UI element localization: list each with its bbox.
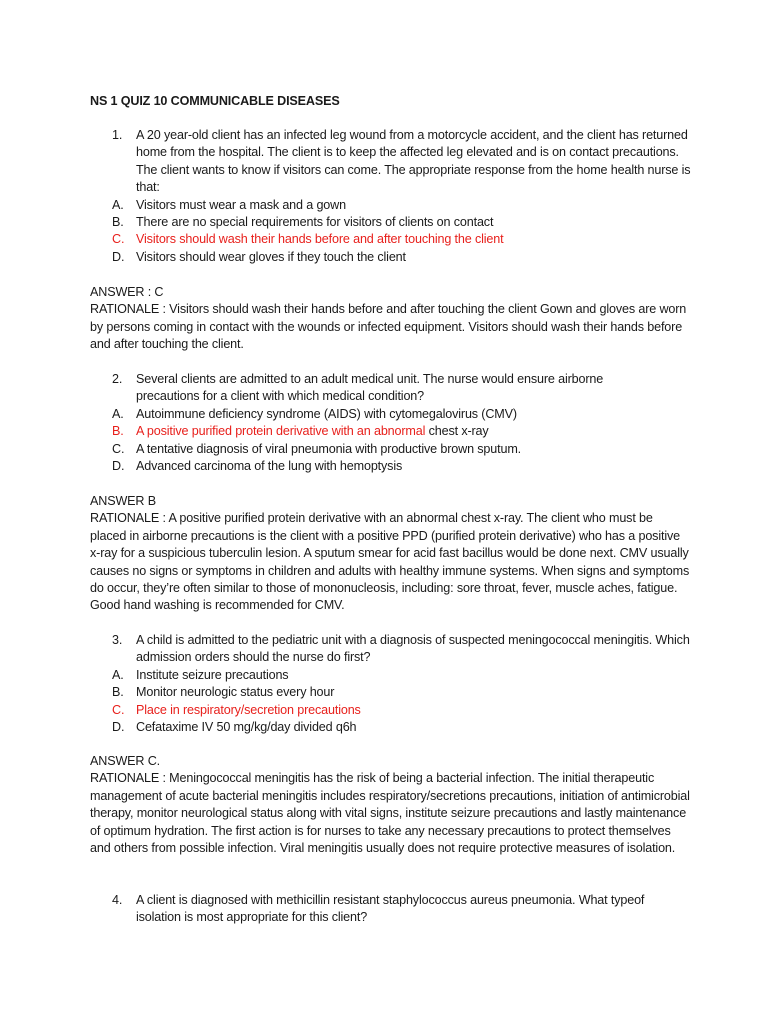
question-1 [90,127,690,266]
rationale-text: RATIONALE : Meningococcal meningitis has the risk of being a bacterial infection. The initial therapeutic management of acute bacterial meningitis includes respiratory/secretions precautions, initiation of antimicrobial therapy, monitor neurological status along with vital signs, institute seizure precautions and lastly maintenance of optimum hydration. The first action is for nurses to take any necessary precautions to protect themselves and others from possible infection. Viral meningitis usually does not require protective measures of isolation. [90,771,690,856]
answer-block-3 [90,753,690,857]
answer-label: ANSWER : C [90,285,164,299]
question-3 [90,632,690,736]
option-a: A. Institute seizure precautions [112,667,289,682]
question-text: A client is diagnosed with methicillin resistant staphylococcus aureus pneumonia. What typeof isolation is most appropriate for this client? [136,893,645,925]
document-title: NS 1 QUIZ 10 COMMUNICABLE DISEASES [90,94,340,108]
question-text: Several clients are admitted to an adult medical unit. The nurse would ensure airborne precautions for a client with which medical condition? [136,372,604,404]
rationale-text: RATIONALE : A positive purified protein derivative with an abnormal chest x-ray. The client who must be placed in airborne precautions is the client with a positive PPD (purified protein derivative) who has a positive x-ray for a suspicious tuberculin lesion. A sputum smear for acid fast bacillus would be done next. CMV usually causes no signs or symptoms in children and adults with healthy immune systems. When signs and symptoms do occur, they’re often similar to those of mononucleosis, including: sore throat, fever, muscle aches, fatigue. Good hand washing is recommended for CMV. [90,511,690,613]
option-d: D. Advanced carcinoma of the lung with hemoptysis [112,459,403,474]
answer-label: ANSWER B [90,494,156,508]
question-4 [90,892,690,927]
answer-label: ANSWER C. [90,754,161,768]
question-number: 1. [112,128,123,142]
question-number: 4. [112,893,123,907]
option-c: C. A tentative diagnosis of viral pneumonia with productive brown sputum. [112,441,522,456]
option-b: B. There are no special requirements for visitors of clients on contact [112,215,494,230]
option-c-correct: C. Visitors should wash their hands before and after touching the client [112,232,504,247]
question-number: 3. [112,633,123,647]
question-2 [90,371,690,475]
option-d: D. Cefataxime IV 50 mg/kg/day divided q6h [112,720,357,735]
question-number: 2. [112,372,123,386]
rationale-text: RATIONALE : Visitors should wash their hands before and after touching the client Gown and gloves are worn by persons coming in contact with the wounds or infected equipment. Visitors should wash their hands before and after touching the client. [90,302,687,352]
option-a: A. Visitors must wear a mask and a gown [112,197,346,212]
answer-block-1 [90,284,690,354]
option-a: A. Autoimmune deficiency syndrome (AIDS) with cytomegalovirus (CMV) [112,406,517,421]
option-b-correct: B. A positive purified protein derivative with an abnormal chest x-ray [112,424,489,439]
option-b: B. Monitor neurologic status every hour [112,685,335,700]
question-text: A child is admitted to the pediatric unit with a diagnosis of suspected meningococcal meningitis. Which admission orders should the nurse do first? [136,633,690,665]
answer-block-2 [90,493,690,615]
option-c-correct: C. Place in respiratory/secretion precautions [112,702,361,717]
option-d: D. Visitors should wear gloves if they touch the client [112,249,406,264]
question-text: A 20 year-old client has an infected leg wound from a motorcycle accident, and the client has returned home from the hospital. The client is to keep the affected leg elevated and is on contact precautions. The client wants to know if visitors can come. The appropriate response from the home health nurse is that: [136,128,691,195]
